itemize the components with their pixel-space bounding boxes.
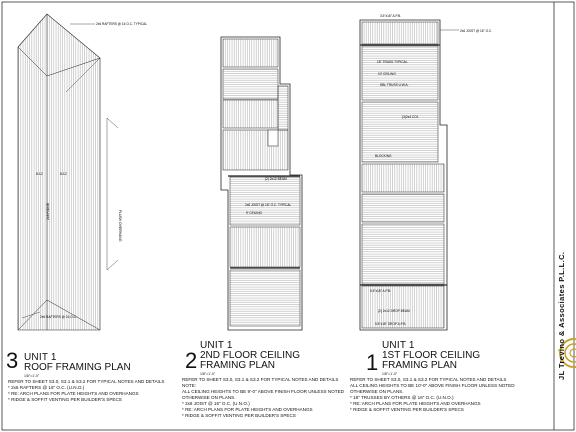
roof-rafter-label-top: 2x6 RAFTERS @ 16 O.C. TYPICAL bbox=[96, 22, 148, 26]
drop-beam-label-1f: (2) 2x12 DROP BEAM bbox=[378, 309, 410, 313]
blocking-label-1f: BLOCKING bbox=[375, 154, 392, 158]
note-line: * RE: ARCH PLANS FOR PLATE HEIGHTS AND OVERHANGS bbox=[8, 391, 139, 396]
note-line: REFER TO SHEET S3.0, S3.1 & S3.2 FOR TYPICAL NOTES AND DETAILS bbox=[182, 377, 339, 382]
note-line: ALL CEILING HEIGHTS TO BE 9'-0" ABOVE FINISH FLOOR UNLESS NOTED OTHERWISE ON PLANS. bbox=[182, 389, 344, 400]
beam-label-2f: (2) 2x12 BEAM bbox=[265, 177, 287, 181]
plan-unit-2: UNIT 1 bbox=[200, 340, 233, 351]
plan-title-1-line1: 1ST FLOOR CEILING bbox=[382, 350, 481, 361]
apb-label-1f: 5.5"x18" A.P.B. bbox=[370, 289, 392, 293]
roof-plan-drawing bbox=[18, 14, 147, 330]
note-line: * 2x6 JOIST @ 16" O.C. (U.N.O.) bbox=[182, 401, 250, 406]
note-line: REFER TO SHEET S3.0, S3.1 & S3.2 FOR TYPICAL NOTES AND DETAILS bbox=[350, 377, 507, 382]
note-line: * RIDGE & SOFFIT VENTING PER BUILDER'S SPECS bbox=[350, 407, 464, 412]
ceiling-label-2f: 9' CEILING bbox=[246, 211, 263, 215]
note-line: * 18" TRUSSES BY OTHERS @ 16" O.C. (U.N.O.) bbox=[350, 395, 454, 400]
roof-rafter-label-bottom: 2x6 RAFTERS @ 16 O.C. bbox=[40, 315, 77, 319]
plan-notes-2 bbox=[182, 377, 347, 419]
plan-title-2-line1: 2ND FLOOR CEILING bbox=[200, 350, 301, 361]
note-heading: NOTE: bbox=[182, 383, 197, 388]
firm-name-line2: Associates P.L.L.C. bbox=[557, 251, 566, 328]
pitch-label-a: 8:12 bbox=[36, 172, 43, 176]
truss-label-1f: 18" TRUSS TYPICAL bbox=[377, 60, 408, 64]
col-label-1f: (3)2x4 COL bbox=[402, 115, 419, 119]
plan-scale-1: 1/8"=1'-0" bbox=[382, 372, 398, 376]
second-floor-plan-drawing bbox=[221, 37, 302, 330]
roof-outline bbox=[18, 14, 100, 330]
note-line: * RIDGE & SOFFIT VENTING PER BUILDER'S SPECS bbox=[8, 397, 122, 402]
note-line: REFER TO SHEET S3.0, S3.1 & S3.2 FOR TYPICAL NOTES AND DETAILS bbox=[8, 379, 165, 384]
plan-notes-1 bbox=[350, 377, 525, 413]
flush-overhang-label: FLUSH OVERHANG bbox=[118, 210, 122, 242]
header-label-1f: 3.5"x18" A.P.B. bbox=[380, 14, 402, 18]
plan-number-1: 1 bbox=[366, 350, 379, 375]
pitch-label-b: 8:12 bbox=[60, 172, 67, 176]
ceiling-label-1f: 10' CEILING bbox=[378, 72, 396, 76]
drop-apb-label-1f: 5.5"x18" DROP A.P.B. bbox=[375, 322, 407, 326]
note-line: * RE: ARCH PLANS FOR PLATE HEIGHTS AND OVERHANGS bbox=[182, 407, 313, 412]
firm-name bbox=[557, 170, 566, 380]
ridge-label: 2x8 RIDGE bbox=[46, 202, 50, 220]
joist-label-1f: 2x6 JOIST @ 16" O.C. bbox=[460, 29, 493, 33]
note-line: * 2x6 RAFTERS @ 16" O.C. (U.N.O.) bbox=[8, 385, 85, 390]
first-floor-plan-drawing bbox=[360, 14, 492, 330]
plan-unit-1: UNIT 1 bbox=[382, 340, 415, 351]
note-line: * RE: ARCH PLANS FOR PLATE HEIGHTS AND OVERHANGS bbox=[350, 401, 481, 406]
plan-title-1-line2: FRAMING PLAN bbox=[382, 360, 458, 371]
dbl-truss-label-1f: DBL TRUSS U.W.A. bbox=[380, 83, 409, 87]
plan-scale-3: 1/8"=1'-0" bbox=[24, 374, 40, 378]
plan-scale-2: 1/8"=1'-0" bbox=[200, 372, 216, 376]
plan-number-2: 2 bbox=[185, 348, 198, 373]
plan-title-2-line2: FRAMING PLAN bbox=[200, 360, 276, 371]
note-line: * RIDGE & SOFFIT VENTING PER BUILDER'S SPECS bbox=[182, 413, 296, 418]
note-line: ALL CEILING HEIGHTS TO BE 10'-0" ABOVE FINISH FLOOR UNLESS NOTED OTHERWISE ON PLANS. bbox=[350, 383, 515, 394]
plan-notes-3 bbox=[8, 379, 173, 403]
joist-label-2f: 2x6 JOIST @ 16" O.C. TYPICAL bbox=[245, 203, 292, 207]
plan-unit-3: UNIT 1 bbox=[24, 352, 57, 363]
firm-name-line1: JL Trevino & bbox=[557, 330, 566, 380]
plan-title-3: ROOF FRAMING PLAN bbox=[24, 362, 131, 373]
plan-number-3: 3 bbox=[6, 348, 19, 373]
